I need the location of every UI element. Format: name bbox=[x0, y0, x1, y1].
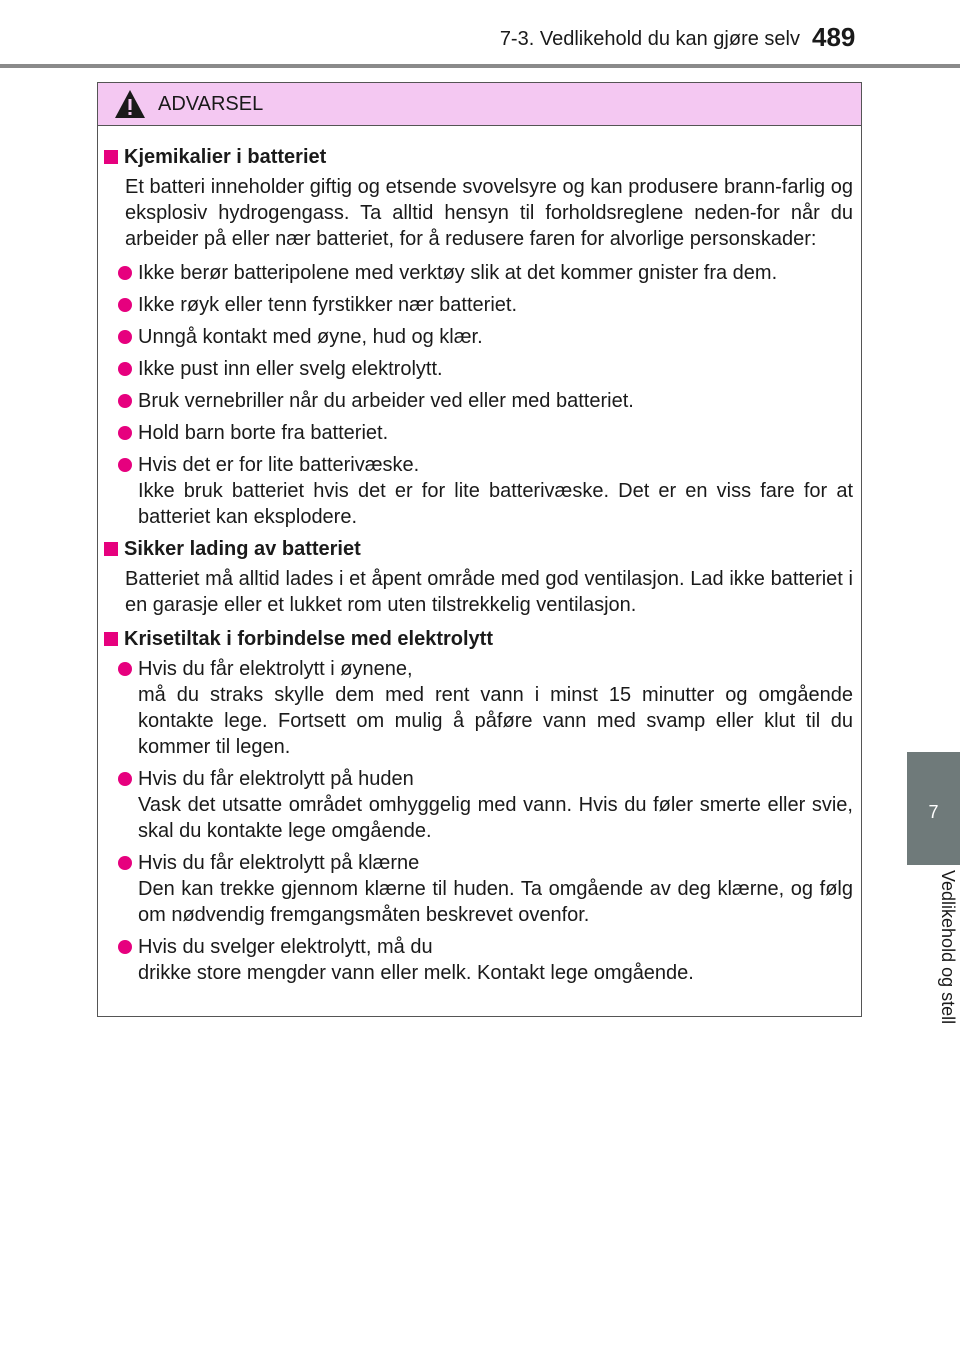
circle-bullet-icon bbox=[118, 266, 132, 280]
header-rule bbox=[0, 64, 960, 68]
bullet-item bbox=[118, 766, 853, 844]
bullet-text: Hvis du får elektrolytt på huden Vask det utsatte området omhyggelig med vann. Hvis du føler smerte eller svie, skal du kontakte lege omgående. bbox=[138, 768, 853, 842]
bullet-text: Hvis du svelger elektrolytt, må du drikke store mengder vann eller melk. Kontakt lege omgående. bbox=[138, 936, 694, 984]
bullet-text: Hvis du får elektrolytt i øynene, må du straks skylle dem med rent vann i minst 15 minutter og omgående kontakte lege. Fortsett om mulig å påføre vann med svamp eller klut til du kommer til legen. bbox=[138, 658, 853, 758]
warning-triangle-icon bbox=[114, 89, 146, 119]
page-number: 489 bbox=[812, 22, 856, 52]
bullet-item bbox=[118, 656, 853, 760]
bullet-text: Bruk vernebriller når du arbeider ved eller med batteriet. bbox=[138, 390, 634, 412]
section-title-text: Krisetiltak i forbindelse med elektrolytt bbox=[124, 628, 493, 650]
circle-bullet-icon bbox=[118, 298, 132, 312]
warning-body bbox=[98, 126, 861, 986]
section-title bbox=[104, 536, 853, 562]
bullet-item bbox=[118, 260, 853, 286]
square-bullet-icon bbox=[104, 632, 118, 646]
bullet-item bbox=[118, 388, 853, 414]
bullet-item bbox=[118, 324, 853, 350]
square-bullet-icon bbox=[104, 150, 118, 164]
section-title-text: Kjemikalier i batteriet bbox=[124, 146, 327, 168]
bullet-item bbox=[118, 420, 853, 446]
bullet-text: Ikke røyk eller tenn fyrstikker nær batteriet. bbox=[138, 294, 518, 316]
bullet-item bbox=[118, 934, 853, 986]
bullet-text: Hold barn borte fra batteriet. bbox=[138, 422, 389, 444]
section-header: 7-3. Vedlikehold du kan gjøre selv bbox=[499, 28, 800, 50]
warning-box bbox=[97, 82, 862, 1017]
circle-bullet-icon bbox=[118, 458, 132, 472]
section-title-text: Sikker lading av batteriet bbox=[124, 538, 361, 560]
section-title bbox=[104, 626, 853, 652]
section-paragraph: Batteriet må alltid lades i et åpent område med god ventilasjon. Lad ikke batteriet i en garasje eller et lukket rom uten tilstrekkelig ventilasjon. bbox=[125, 568, 853, 616]
chapter-tab: 7 bbox=[907, 752, 960, 865]
bullet-text: Unngå kontakt med øyne, hud og klær. bbox=[138, 326, 483, 348]
bullet-text: Ikke berør batteripolene med verktøy slik at det kommer gnister fra dem. bbox=[138, 262, 778, 284]
bullet-item bbox=[118, 850, 853, 928]
section-title bbox=[104, 144, 853, 170]
circle-bullet-icon bbox=[118, 856, 132, 870]
circle-bullet-icon bbox=[118, 940, 132, 954]
bullet-item bbox=[118, 356, 853, 382]
warning-header bbox=[98, 83, 861, 126]
bullet-item bbox=[118, 452, 853, 530]
circle-bullet-icon bbox=[118, 330, 132, 344]
circle-bullet-icon bbox=[118, 426, 132, 440]
square-bullet-icon bbox=[104, 542, 118, 556]
circle-bullet-icon bbox=[118, 362, 132, 376]
bullet-text: Ikke pust inn eller svelg elektrolytt. bbox=[138, 358, 443, 380]
circle-bullet-icon bbox=[118, 772, 132, 786]
warning-label: ADVARSEL bbox=[158, 93, 264, 115]
bullet-text: Hvis du får elektrolytt på klærne Den kan trekke gjennom klærne til huden. Ta omgående av deg klærne, og følg om nødvendig fremgangsmåten beskrevet ovenfor. bbox=[138, 852, 853, 926]
circle-bullet-icon bbox=[118, 394, 132, 408]
circle-bullet-icon bbox=[118, 662, 132, 676]
bullet-item bbox=[118, 292, 853, 318]
chapter-label: Vedlikehold og stell bbox=[938, 870, 958, 1025]
section-paragraph: Et batteri inneholder giftig og etsende svovelsyre og kan produsere brann-farlig og eksplosiv hydrogengass. Ta alltid hensyn til forholdsreglene neden-for når du arbeider på eller nær batteriet, for å redusere faren for alvorlige personskader: bbox=[125, 176, 853, 250]
bullet-text: Hvis det er for lite batterivæske. Ikke bruk batteriet hvis det er for lite batterivæske. Det er en viss fare for at batteriet kan eksplodere. bbox=[138, 454, 853, 528]
